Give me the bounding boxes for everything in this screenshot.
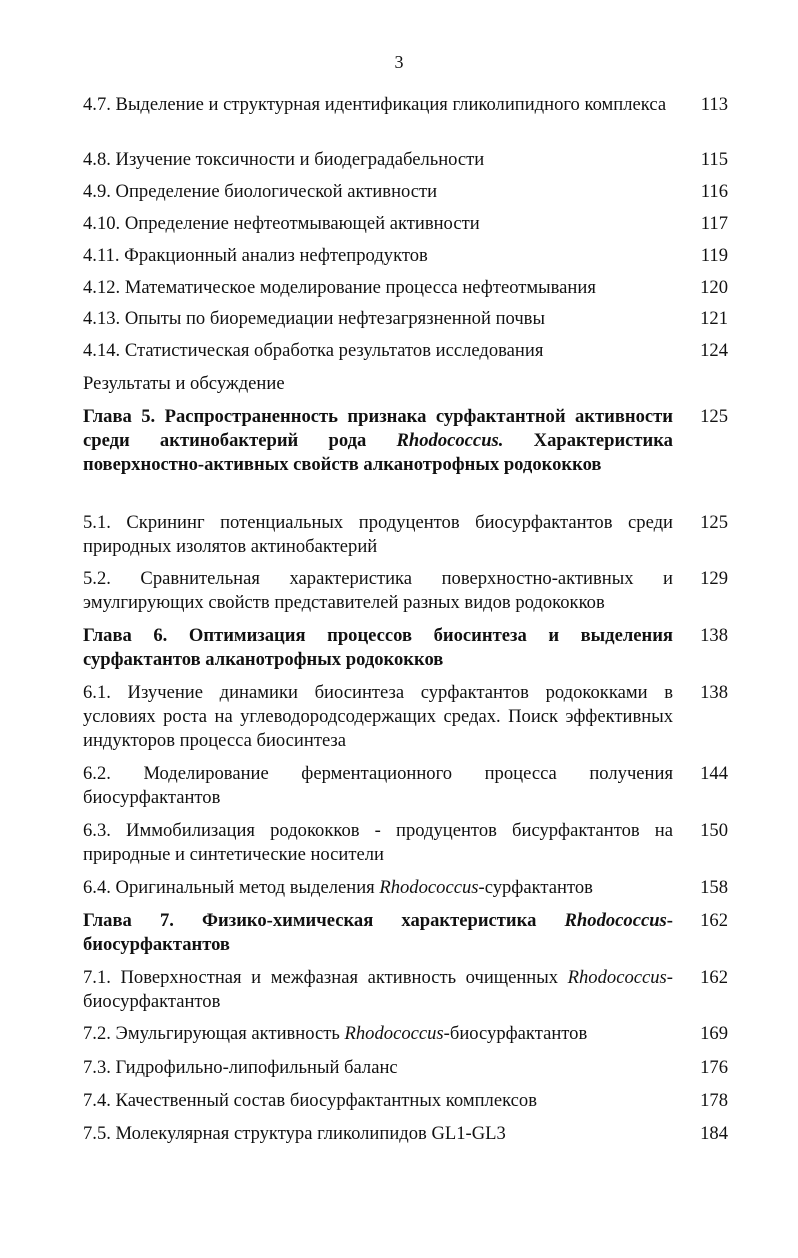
toc-entry-title: 6.4. Оригинальный метод выделения Rhodococcus-сурфактантов — [83, 877, 593, 898]
toc-entry-page: 117 — [700, 213, 728, 234]
toc-entry-7-1 — [83, 966, 728, 1014]
toc-entry-page: 162 — [700, 967, 728, 988]
toc-entry-page: 129 — [700, 568, 728, 589]
toc-entry-page: 138 — [700, 682, 728, 703]
toc-entry-title: 7.3. Гидрофильно-липофильный баланс — [83, 1057, 398, 1078]
toc-entry-title: Глава 5. Распространенность признака сурфактантной активности среди актинобактерий рода Rhodococcus. Характеристика поверхностно-активных свойств алканотрофных родококков — [83, 406, 673, 475]
toc-entry-page: 120 — [700, 277, 728, 298]
toc-entry-6-1 — [83, 681, 728, 753]
toc-entry-title: 6.3. Иммобилизация родококков - продуцентов бисурфактантов на природные и синтетические носители — [83, 820, 673, 865]
toc-entry-page: 184 — [700, 1123, 728, 1144]
toc-entry-page: 113 — [700, 94, 728, 115]
toc-entry-title: 5.2. Сравнительная характеристика поверхностно-активных и эмулгирующих свойств представителей разных видов родококков — [83, 568, 673, 613]
toc-entry-4-12 — [83, 276, 728, 300]
toc-entry-page: 169 — [700, 1023, 728, 1044]
toc-section-results — [83, 372, 728, 396]
toc-entry-title: 7.1. Поверхностная и межфазная активность очищенных Rhodococcus-биосурфактантов — [83, 967, 673, 1012]
toc-entry-title: Результаты и обсуждение — [83, 373, 285, 394]
toc-entry-page: 125 — [700, 512, 728, 533]
toc-entry-title: Глава 7. Физико-химическая характеристика Rhodococcus-биосурфактантов — [83, 910, 673, 955]
toc-entry-title: 4.10. Определение нефтеотмывающей активности — [83, 213, 480, 234]
toc-entry-page: 125 — [700, 406, 728, 427]
toc-entry-title: 4.9. Определение биологической активности — [83, 181, 438, 202]
toc-entry-title: 7.5. Молекулярная структура гликолипидов GL1-GL3 — [83, 1123, 506, 1144]
toc-entry-6-4 — [83, 876, 728, 900]
toc-entry-title: 4.8. Изучение токсичности и биодеградабельности — [83, 149, 485, 170]
toc-chapter-7 — [83, 909, 728, 957]
toc-entry-title: 4.12. Математическое моделирование процесса нефтеотмывания — [83, 277, 596, 298]
toc-entry-page: 144 — [700, 763, 728, 784]
toc-entry-4-9 — [83, 180, 728, 204]
toc-entry-4-14 — [83, 339, 728, 363]
toc-entry-title: 5.1. Скрининг потенциальных продуцентов биосурфактантов среди природных изолятов актинобактерий — [83, 512, 673, 557]
toc-entry-7-5 — [83, 1122, 728, 1146]
toc-entry-4-10 — [83, 212, 728, 236]
toc-entry-title: 4.13. Опыты по биоремедиации нефтезагрязненной почвы — [83, 308, 545, 329]
toc-entry-7-2 — [83, 1022, 728, 1046]
toc-entry-title: 4.11. Фракционный анализ нефтепродуктов — [83, 245, 428, 266]
toc-entry-6-3 — [83, 819, 728, 867]
page-number: 3 — [394, 52, 404, 72]
toc-entry-title: Глава 6. Оптимизация процессов биосинтеза и выделения сурфактантов алканотрофных родококков — [83, 625, 673, 670]
toc-entry-page: 116 — [700, 181, 728, 202]
toc-chapter-5 — [83, 405, 728, 477]
toc-entry-title: 4.14. Статистическая обработка результатов исследования — [83, 340, 544, 361]
toc-entry-page: 158 — [700, 877, 728, 898]
toc-entry-title: 6.1. Изучение динамики биосинтеза сурфактантов родококками в условиях роста на углеводородсодержащих средах. Поиск эффективных индукторов процесса биосинтеза — [83, 682, 673, 751]
toc-entry-page: 138 — [700, 625, 728, 646]
toc-chapter-6 — [83, 624, 728, 672]
toc-entry-page: 150 — [700, 820, 728, 841]
toc-entry-page: 119 — [700, 245, 728, 266]
toc-entry-page: 162 — [700, 910, 728, 931]
toc-entry-page: 124 — [700, 340, 728, 361]
toc-entry-6-2 — [83, 762, 728, 810]
toc-entry-4-7 — [83, 93, 728, 117]
toc-entry-page: 176 — [700, 1057, 728, 1078]
toc-entry-4-13 — [83, 307, 728, 331]
toc-entry-7-3 — [83, 1056, 728, 1080]
toc-entry-page: 121 — [700, 308, 728, 329]
toc-entry-4-8 — [83, 148, 728, 172]
toc-entry-7-4 — [83, 1089, 728, 1113]
toc-entry-title: 4.7. Выделение и структурная идентификация гликолипидного комплекса — [83, 94, 667, 115]
toc-entry-page: 115 — [700, 149, 728, 170]
toc-entry-5-2 — [83, 567, 728, 615]
toc-entry-title: 7.4. Качественный состав биосурфактантных комплексов — [83, 1090, 537, 1111]
toc-entry-title: 6.2. Моделирование ферментационного процесса получения биосурфактантов — [83, 763, 673, 808]
toc-entry-title: 7.2. Эмульгирующая активность Rhodococcus-биосурфактантов — [83, 1023, 588, 1044]
toc-entry-4-11 — [83, 244, 728, 268]
toc-entry-page: 178 — [700, 1090, 728, 1111]
toc-entry-5-1 — [83, 511, 728, 559]
